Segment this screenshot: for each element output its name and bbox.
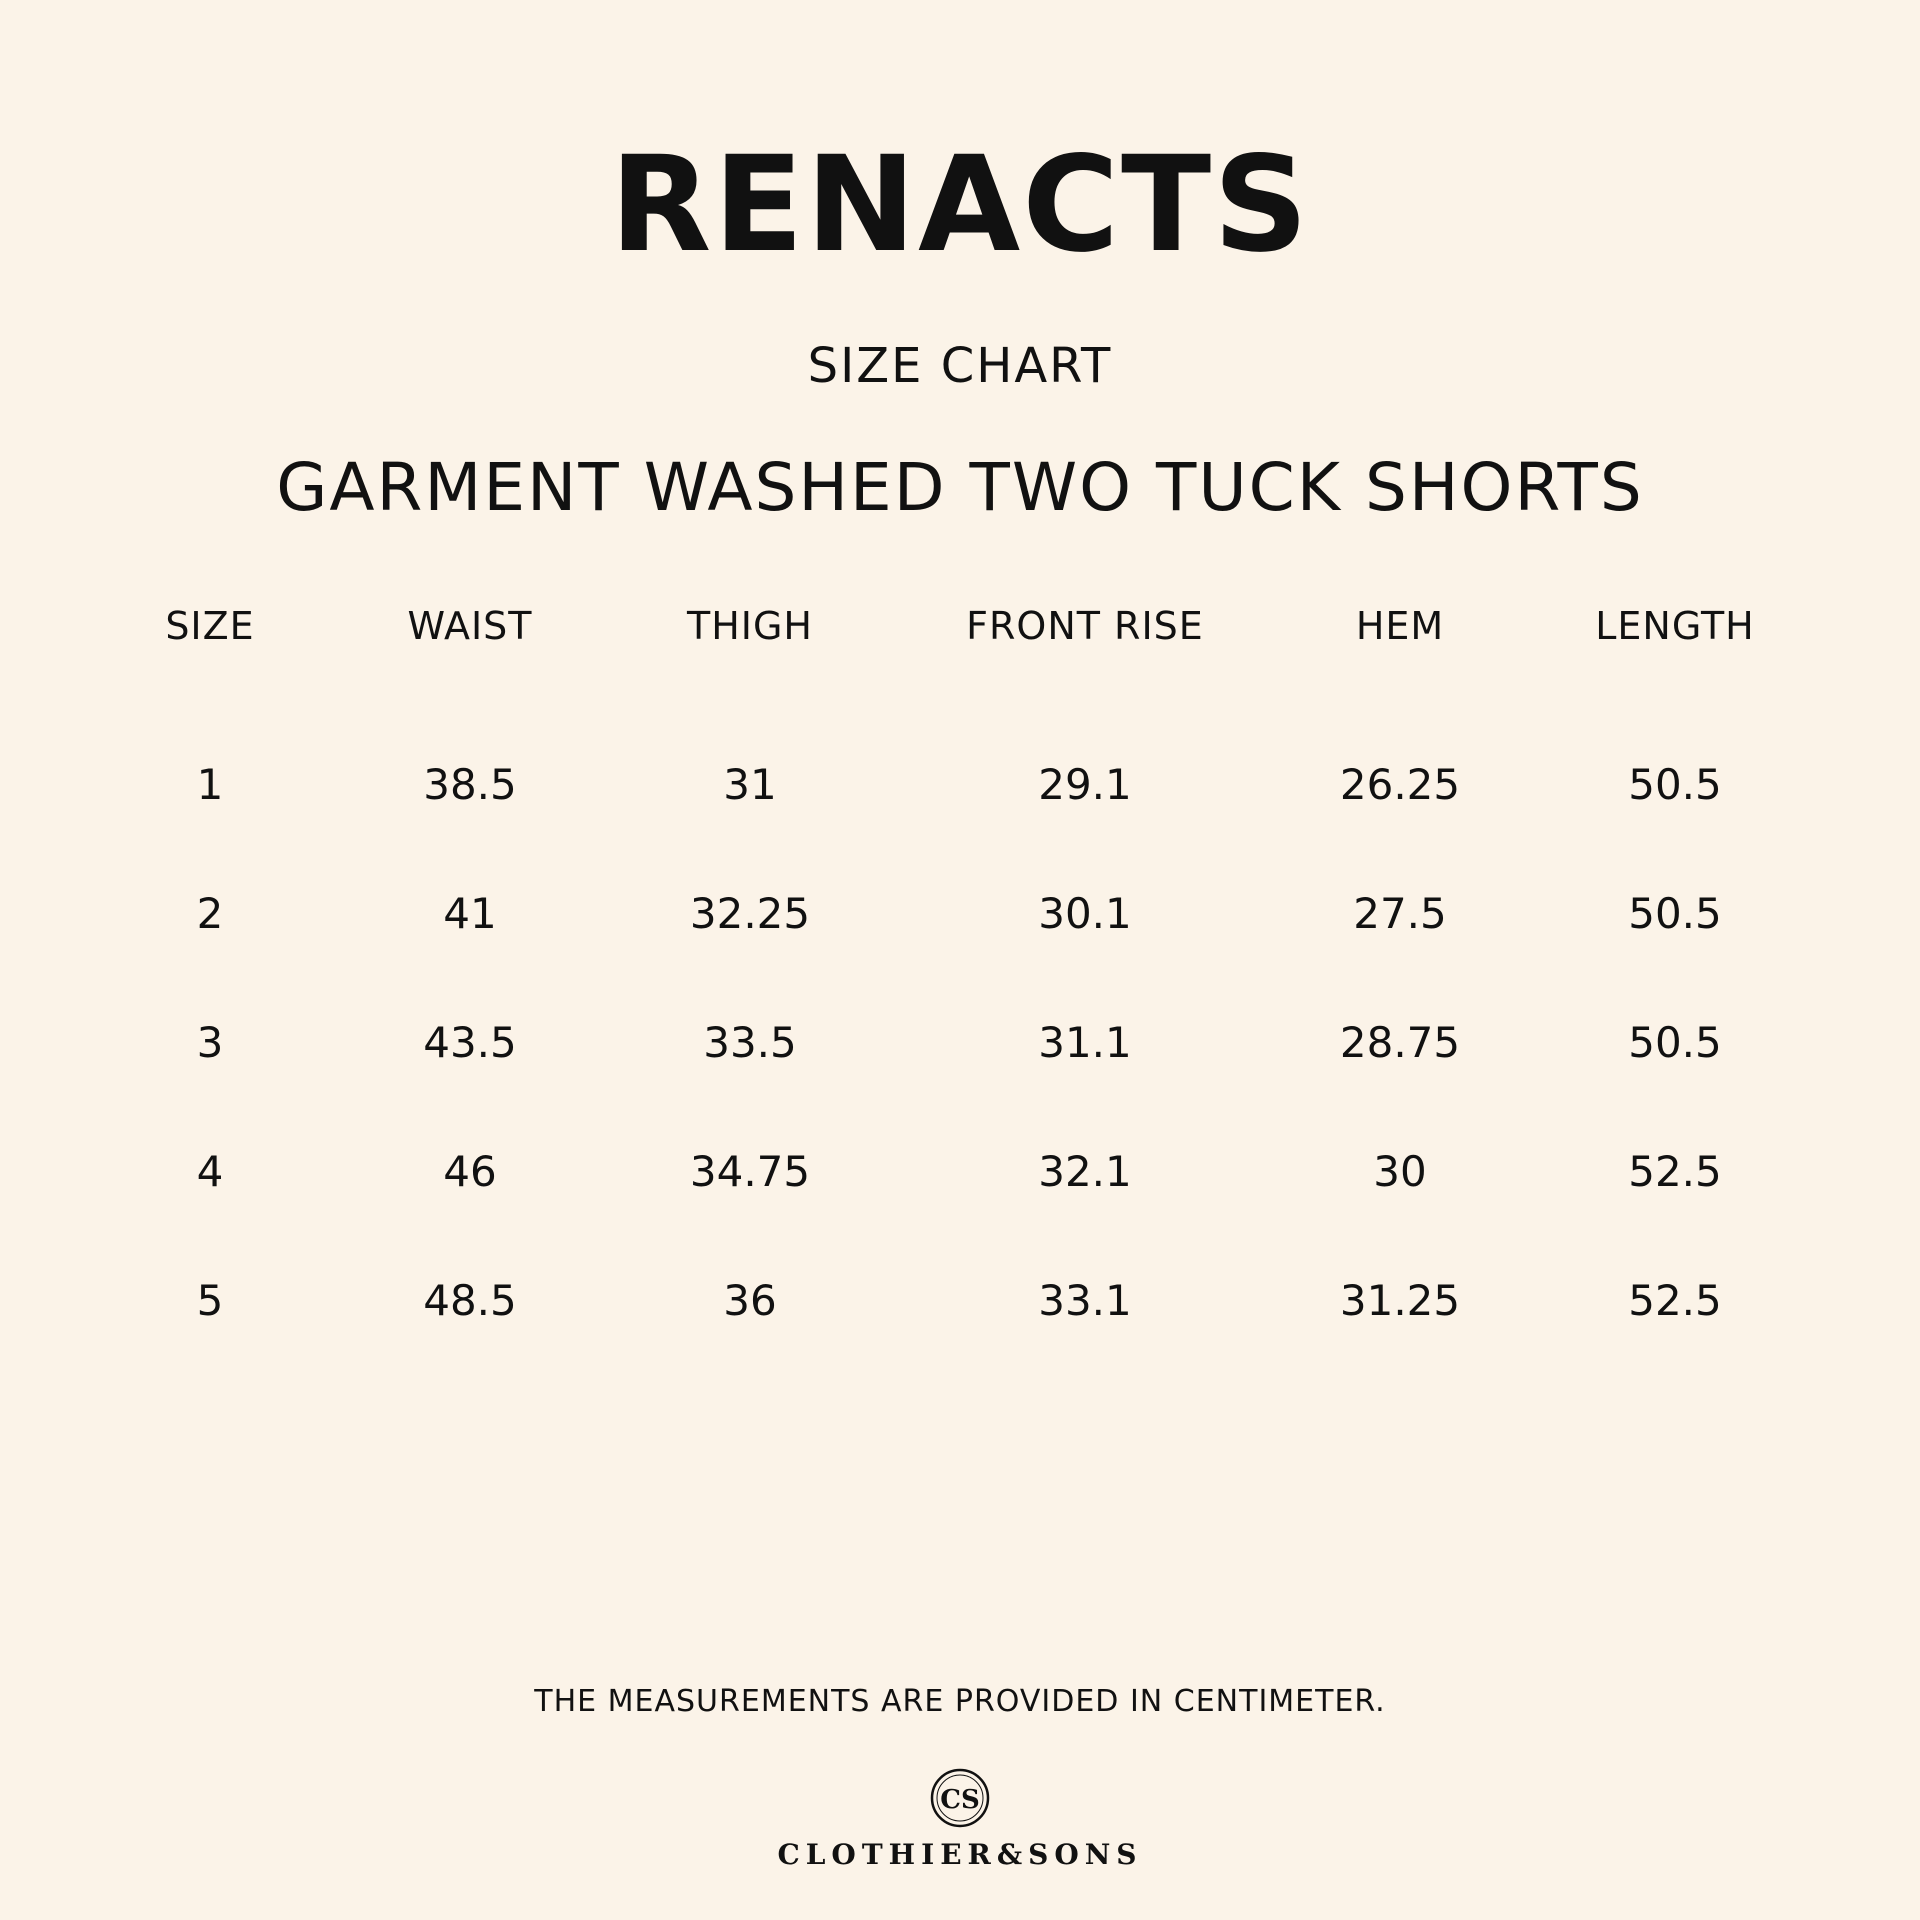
cell-thigh: 36 [723,1276,777,1325]
header-thigh: THIGH [686,604,813,648]
table-row [90,849,1830,978]
cell-thigh: 33.5 [703,1018,797,1067]
cell-length: 50.5 [1628,1018,1722,1067]
cell-hem: 30 [1373,1147,1427,1196]
cell-size: 5 [196,1276,224,1325]
cell-size: 4 [196,1147,224,1196]
cell-length: 52.5 [1628,1276,1722,1325]
size-chart-label: SIZE CHART [807,338,1113,394]
cell-front-rise: 31.1 [1038,1018,1132,1067]
cell-thigh: 34.75 [689,1147,811,1196]
cell-length: 52.5 [1628,1147,1722,1196]
cell-hem: 27.5 [1353,889,1447,938]
cell-size: 3 [196,1018,224,1067]
cell-hem: 28.75 [1339,1018,1461,1067]
cell-thigh: 31 [723,760,777,809]
cell-hem: 31.25 [1339,1276,1461,1325]
brand-title: RENACTS [609,128,1311,282]
header-front-rise: FRONT RISE [966,604,1204,648]
cell-waist: 38.5 [423,760,517,809]
measurement-note: THE MEASUREMENTS ARE PROVIDED IN CENTIMETER. [534,1684,1386,1719]
cell-front-rise: 32.1 [1038,1147,1132,1196]
header-size: SIZE [165,604,255,648]
cell-front-rise: 29.1 [1038,760,1132,809]
cell-waist: 41 [443,889,497,938]
table-header-row [90,588,1830,664]
cell-size: 2 [196,889,224,938]
cell-front-rise: 33.1 [1038,1276,1132,1325]
cell-size: 1 [196,760,224,809]
cell-hem: 26.25 [1339,760,1461,809]
cell-length: 50.5 [1628,760,1722,809]
cell-waist: 43.5 [423,1018,517,1067]
header-length: LENGTH [1595,604,1755,648]
clothier-sons-monogram-icon [929,1767,991,1829]
cell-thigh: 32.25 [689,889,811,938]
logo-monogram: CS [940,1785,980,1815]
cell-waist: 48.5 [423,1276,517,1325]
product-title: GARMENT WASHED TWO TUCK SHORTS [276,449,1644,526]
table-row [90,1236,1830,1365]
cell-waist: 46 [443,1147,497,1196]
header-waist: WAIST [407,604,533,648]
table-row [90,978,1830,1107]
size-table [90,588,1830,1365]
cell-front-rise: 30.1 [1038,889,1132,938]
header-hem: HEM [1355,604,1445,648]
cell-length: 50.5 [1628,889,1722,938]
table-row [90,664,1830,849]
table-row [90,1107,1830,1236]
logo-wordmark: CLOTHIER&SONS [777,1838,1143,1871]
